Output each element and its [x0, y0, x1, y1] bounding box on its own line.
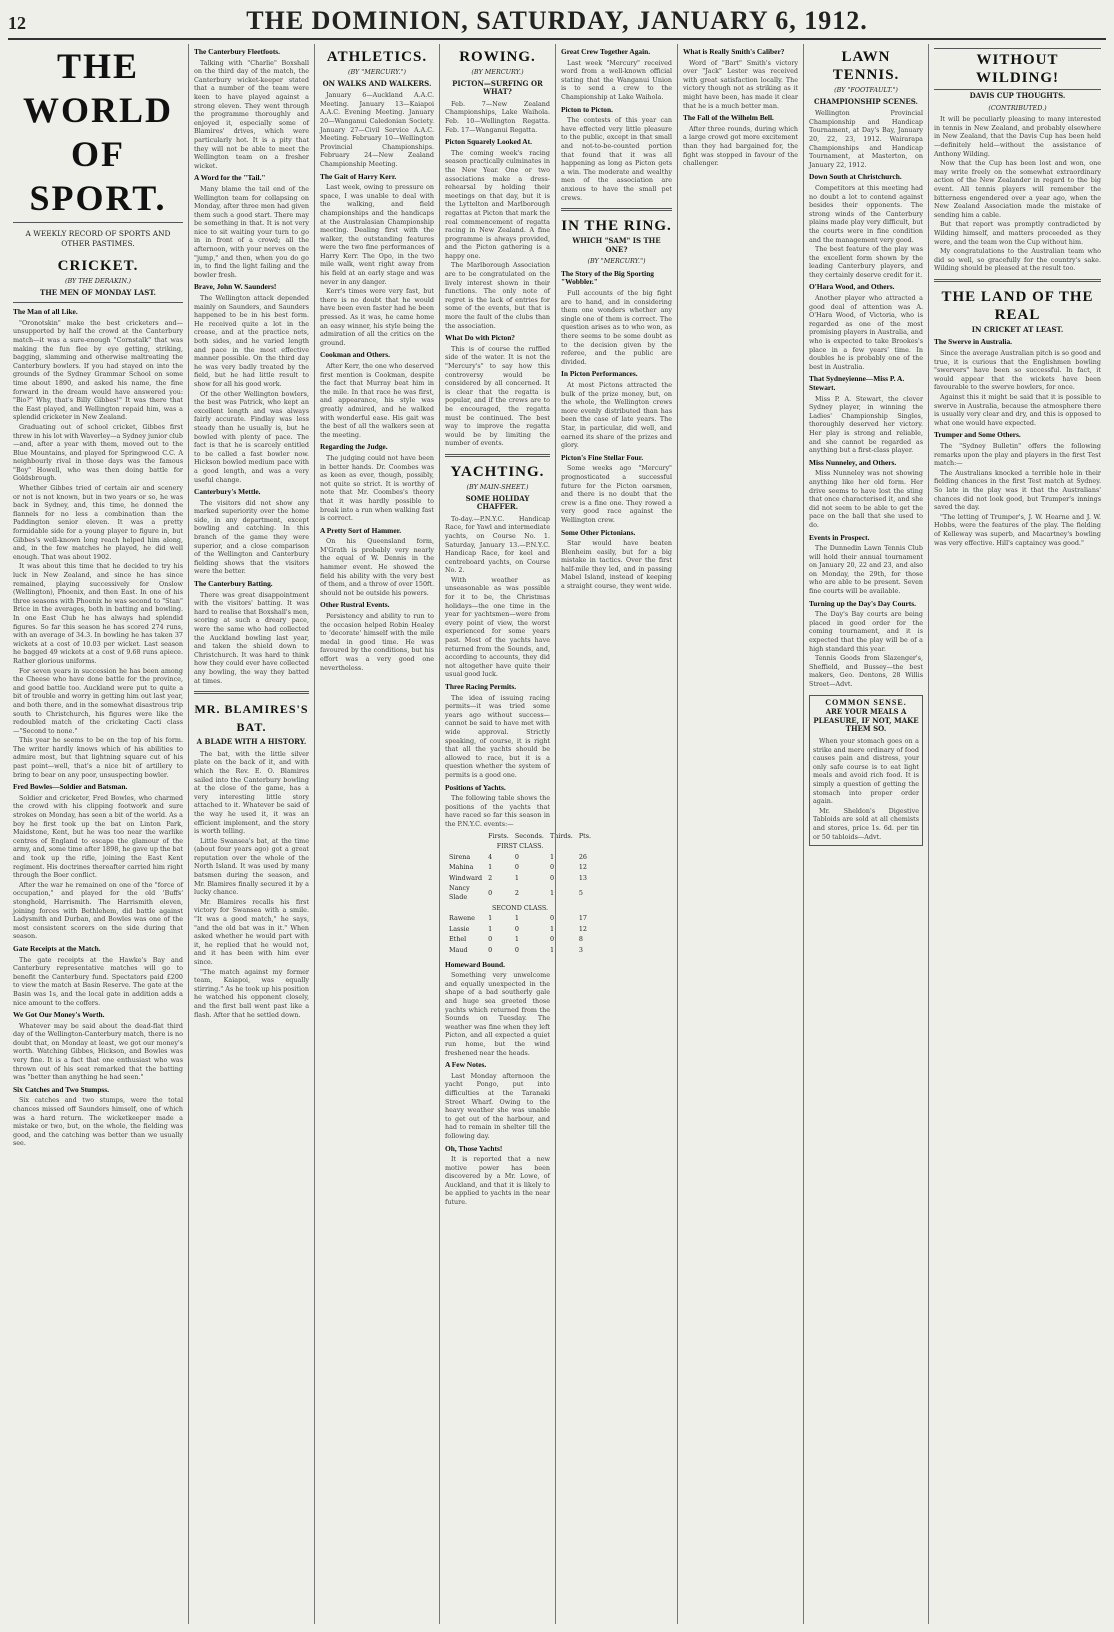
- page-number: 12: [8, 13, 26, 33]
- lawn-tennis-fixtures: Wellington Provincial Championship and Handicap Tournament, at Day's Bay, January 20, 22, 23, 1912. Wairarapa Championships and Handicap Tournament, at Masterton, on January 22, 1912.: [809, 109, 923, 169]
- rowing-subtitle: PICTON—SURFING OR WHAT?: [452, 78, 543, 97]
- ring-paragraph: Some weeks ago "Mercury" prognosticated a successful future for the Picton oarsmen, and there is no doubt that the crew is a fine one. They rowed a very good race against the Wellington crew.: [561, 464, 672, 524]
- table-cell: 1: [488, 924, 493, 933]
- columns: [8, 44, 1106, 1624]
- table-cell: 0: [514, 924, 519, 933]
- rowing-byline: (BY MERCURY.): [471, 68, 524, 76]
- yachting-byline: (BY MAIN-SHEET.): [466, 482, 529, 491]
- table-cell: 1: [549, 946, 555, 955]
- table-header-cell: [447, 832, 484, 841]
- canterbury-heading: Canterbury's Mettle.: [194, 487, 261, 497]
- canterbury-heading: The Canterbury Batting.: [194, 579, 273, 589]
- table-header-cell: Thirds.: [549, 831, 573, 840]
- lawn-tennis-subtitle: CHAMPIONSHIP SCENES.: [814, 96, 918, 106]
- ring-subtitle: WHICH "SAM" IS THE ONE?: [572, 236, 661, 254]
- canterbury-paragraph: There was great disappointment with the visitors' batting. It was hard to realise that Boxshall's men, scoring at such a dreary pace, were the same who had collected the Auckland bowling last year, and taken the shield down to Christchurch. It was hard to think how they could ever have collected any bowling, the way they batted at times.: [194, 590, 309, 685]
- column-2: [188, 44, 314, 1624]
- table-cell: 1: [549, 888, 555, 897]
- canterbury-paragraph: The visitors did not show any marked superiority over the home side, in any department, except bowling and catching. In this branch of the game they were superior, and a close comparison of the Wellington and Canterbury fielding shows that the visitors were the better.: [194, 498, 309, 576]
- ring-title: IN THE RING.: [561, 218, 672, 235]
- ring-byline: (BY "MERCURY."): [587, 257, 646, 266]
- canterbury-heading: A Word for the "Tail.": [194, 173, 266, 183]
- canterbury-paragraph: The Wellington attack depended mainly on Saunders, and Saunders happened to be in his best form. He received quite a lot in the crease, and at the practice nets, both sides, and he varied length and pace in the most effective manner possible. On the third day he was very badly treated by the field, but he had little result to show for all his good work.: [194, 294, 309, 388]
- cricket-paragraph: For seven years in succession he has been among the Cheese who have done battle for the province, and good battle too. Auckland were put to quite a bit of trouble and worry in getting him out last year, and both there, and in the somewhat disastrous trip south to Christchurch, his figures were like the redoubled match of the cricketing Cacti class—"Second to none.": [13, 666, 183, 735]
- ring-heading: What is Really Smith's Caliber?: [683, 47, 785, 56]
- table-cell: Lassie: [449, 924, 470, 933]
- athletics-subtitle: ON WALKS AND WALKERS.: [322, 78, 432, 88]
- cricket-paragraph: Six catches and two stumps, were the total chances missed off Saunders himself, one of which was a hard return. The wicketkeeper made a mistake or two, but, on the whole, the fielding was good, and the catching was better than we usually see.: [13, 1096, 183, 1148]
- cricket-heading: The Man of all Like.: [13, 307, 78, 317]
- table-cell: 2: [488, 873, 493, 882]
- table-cell: 26: [578, 852, 587, 861]
- rowing-heading: What Do with Picton?: [445, 333, 516, 343]
- table-cell: 0: [549, 873, 555, 882]
- tennis-advert: Tennis Goods from Slazenger's, Sheffield, and Bussey—the best makers, Geo. Dentons, 28 Willis Street—Advt.: [809, 654, 923, 688]
- cricket-subtitle: THE MEN OF MONDAY LAST.: [39, 287, 156, 297]
- rowing-paragraph: The Marlborough Association are to be congratulated on the lively interest shown in their functions. The only note of regret is the lack of entries for some of the events, but that is more the fault of the clubs than the association.: [445, 261, 550, 330]
- table-cell: Maud: [449, 946, 468, 955]
- blamires-paragraph: Little Swansea's bat, at the time (about four years ago) got a great reputation over the whole of the North Island. It was used by many batsmen during the season, and Mr. Blamires finally secured it by a lucky chance.: [194, 836, 309, 897]
- cricket-paragraph: Whatever may be said about the dead-flat third day of the Wellington-Canterbury match, there is no doubt that, on Monday at least, we got our money's worth. Watching Gibbes, Hickson, and Bowles was very fine. It is a fact that one enthusiast who was thrown out of his seat remarked that the batting was "better than anything he had seen.": [13, 1021, 183, 1082]
- yachting-paragraph: The following table shows the positions of the yachts that have raced so far this season in the P.N.Y.C. events:—: [445, 794, 550, 828]
- yachting-heading: Positions of Yachts.: [445, 782, 506, 792]
- table-cell: Sirena: [449, 852, 471, 861]
- athletics-heading: Cookman and Others.: [320, 350, 391, 360]
- canterbury-heading: The Canterbury Fleetfoots.: [194, 47, 281, 56]
- cricket-paragraph: Graduating out of school cricket, Gibbes first threw in his lot with Waverley—a Sydney junior club—and, after a year with them, moved out to the Blue Mountains, and played for Springwood C.C. A neighbourly rival in those days was the famous "Boy" Howell, who was then doing battle for Goldsbrough.: [13, 422, 183, 483]
- rowing-paragraph: Last week "Mercury" received word from a well-known official stating that the Wanganui Union is to send a crew to the Championship at Lake Waihola.: [561, 58, 672, 101]
- canterbury-heading: Brave, John W. Saunders!: [194, 282, 277, 292]
- wilding-subtitle: DAVIS CUP THOUGHTS.: [969, 91, 1066, 100]
- table-cell: 17: [578, 914, 587, 923]
- rowing-heading: Great Crew Together Again.: [561, 47, 651, 56]
- table-cell: 1: [488, 914, 493, 923]
- column-3: [314, 44, 439, 1624]
- yachting-fixtures: To-day.—P.N.Y.C. Handicap Race, for Yawl and intermediate yachts, on Course No. 1. Saturday, January 13.—P.N.Y.C. Handicap Race, for keel and centreboard yachts, on Course No. 2.: [445, 514, 550, 575]
- yachting-paragraph: Last Monday afternoon the yacht Pongo, put into difficulties at the Taranaki Street Wharf. Owing to the heavy weather she was unable to get out of the harbour, and had to remain in shelter till the following day.: [445, 1071, 550, 1140]
- athletics-paragraph: After Kerr, the one who deserved first mention is Cookman, despite the fact that Murray beat him in the mile. In that race he was first, and appearance, his style was greatly admired, and he walked with wonderful ease. His gait was the best of all the walkers seen at the meeting.: [320, 362, 434, 439]
- table-cell: 0: [549, 914, 555, 923]
- athletics-heading: A Pretty Sort of Hammer.: [320, 525, 402, 535]
- cricket-paragraph: Whether Gibbes tried of certain air and scenery or not is not known, but in two years or so, he was back in Sydney, and, this time, he donned the flannels for no less a combination than the Paddington senior eleven. It was a pretty formidable side for a young player to figure in, but Gibbes's well-known long reach helped him along, and, in the few matches he played, he did well enough. That was about 1902.: [13, 484, 183, 561]
- lawn-tennis-byline: (BY "FOOTFAULT."): [834, 86, 898, 94]
- table-cell: Nancy Slade: [449, 884, 470, 902]
- table-cell: 4: [488, 852, 493, 861]
- canterbury-paragraph: Talking with "Charlie" Boxshall on the third day of the match, the Canterbury wicket-keeper stated that a number of the team were keen to have played against a strong eleven. They went through the programme thoroughly and enjoyed it, especially some of Blamires' drives, which were particularly hot. It is a pity that they will not be able to meet the Wellington team on a fresher wicket.: [194, 58, 309, 170]
- lawn-tennis-heading: Miss Nunneley, and Others.: [809, 457, 897, 467]
- lawn-tennis-paragraph: Miss Nunneley was not showing anything like her old form. Her drive seems to have lost the sting that once characterised it, and she did not seem to be able to get the pace on the ball that she used to do.: [809, 469, 923, 529]
- ring-paragraph: Word of "Bart" Smith's victory over "Jack" Lester was received with great satisfaction locally. The victory though not as striking as it might have been, has made it clear that he is a much better man.: [683, 58, 798, 110]
- table-cell: 1: [514, 914, 519, 923]
- athletics-paragraph: On his Queensland form, M'Grath is probably very nearly the equal of W. Dennis in the hammer event. He showed the field his ability with the very best of them, and a throw of over 150ft. should not be outside his powers.: [320, 537, 434, 597]
- rowing-paragraph: The contests of this year can have effected very little pleasure to the public, except in that small and not-to-be-counted portion that found that it was all happening as long as Picton gets a win. The moderate and wealthy men of the association are anxious to have the small pet crews.: [561, 116, 672, 202]
- common-sense-subtitle: ARE YOUR MEALS A PLEASURE, IF NOT, MAKE THEM SO.: [813, 707, 919, 734]
- rowing-paragraph: At most Pictons attracted the bulk of the prize money, but, on the whole, the Wellington crews more evenly distributed than has been the case of late years. The Star, in particular, did well, and earned its share of the prizes and glory.: [561, 381, 672, 450]
- wilding-byline: (CONTRIBUTED.): [988, 103, 1047, 112]
- athletics-paragraph: The judging could not have been in better hands. Dr. Coombes was as keen as ever, though, possibly, not quite so strict. It is worthy of note that Mr. Coombes's theory that it was hardly possible to break into a run when walking fast is correct.: [320, 453, 434, 523]
- land-real-paragraph: The "Sydney Bulletin" offers the following remarks upon the play and players in the first Test match:—: [934, 442, 1101, 468]
- athletics-paragraph: Last week, owing to pressure on space, I was unable to deal with the walking, and field championships and the handicaps at the Australasian Championship meeting. Dealing first with the walker, the outstanding features were the two fine performances of Harry Kerr. The Opo, in the two mile walk, went right away from his field at an early stage and was never in any danger.: [320, 183, 434, 286]
- yachting-heading: Homeward Bound.: [445, 959, 505, 969]
- second-class-label: SECOND CLASS.: [491, 903, 549, 912]
- ring-heading: Picton's Fine Stellar Four.: [561, 452, 644, 462]
- blamires-paragraph: The bat, with the little silver plate on the back of it, and with which the Rev. E. O. Blamires sailed into the Canterbury bowling at the close of the game, has a very interesting little story attached to it. Whatever be said of the way he used it, it was an efficient implement, and the story is worth telling.: [194, 749, 309, 836]
- table-cell: Mahina: [449, 863, 474, 872]
- lawn-tennis-heading: Events in Prospect.: [809, 532, 870, 542]
- blamires-paragraph: Mr. Blamires recalls his first victory for Swansea with a smile. "It was a good match," he says, "and the old bat was in it." When asked whether he would part with it, he replied that he would not, and it has been with him ever since.: [194, 897, 309, 966]
- athletics-fixtures: January 6—Auckland A.A.C. Meeting. January 13—Kaiapoi A.A.C. Evening Meeting. January 20—Wanganui Caledonian Society. January 27—Civil Service A.A.C. Meeting. February 10—Wellington Provincial Championships. February 24—New Zealand Championship Meeting.: [320, 91, 434, 168]
- land-real-subtitle: IN CRICKET AT LEAST.: [971, 324, 1064, 334]
- yachting-heading: A Few Notes.: [445, 1060, 487, 1070]
- masthead: [8, 6, 1106, 40]
- table-cell: 2: [514, 888, 519, 897]
- blamires-subtitle: A BLADE WITH A HISTORY.: [196, 737, 307, 747]
- wilding-paragraph: It will be peculiarly pleasing to many interested in tennis in New Zealand, and probably elsewhere in New Zealand, that the Davis Cup has been held—definitely held—without the assistance of Anthony Wilding.: [934, 115, 1101, 158]
- table-header-cell: Seconds.: [514, 831, 544, 840]
- cricket-heading: Gate Receipts at the Match.: [13, 943, 101, 953]
- table-cell: 12: [578, 924, 587, 933]
- wilding-paragraph: But that report was promptly contradicted by Wilding himself, and matters proceeded as they were, and the team won the Cup without him.: [934, 220, 1101, 246]
- ring-paragraph: Full accounts of the big fight are to hand, and in considering them one wonders whether any single one of them is correct. The question arises as to who won, as there seems to be some doubt as to the decision given by the referee, and the public are divided.: [561, 289, 672, 366]
- ring-heading: The Story of the Big Sporting "Wobbler.": [561, 268, 655, 287]
- lawn-tennis-paragraph: The best feature of the play was the excellent form shown by the leading Canterbury players, and they certainly deserve credit for it.: [809, 245, 923, 279]
- column-5: [555, 44, 677, 1624]
- athletics-byline: (BY "MERCURY."): [347, 68, 407, 76]
- cricket-title: CRICKET.: [57, 258, 139, 274]
- yachting-paragraph: It is reported that a new motive power has been discovered by a Mr. Lowe, of Auckland, and that it is likely to be applied to yachts in the near future.: [445, 1155, 550, 1207]
- column-6: [677, 44, 803, 1624]
- cricket-byline: (BY THE DERAKIN.): [64, 277, 132, 285]
- lawn-tennis-heading: Turning up the Day's Day Courts.: [809, 598, 916, 608]
- table-cell: 5: [578, 888, 583, 897]
- yachting-paragraph: With weather as unseasonable as was possible for it to be, the Christmas holidays—the one time in the year for yachtsmen—were from every point of view, the worst experienced for some years past. Most of the yachts have returned from the Sounds, and, according to accounts, they did not altogether have quite their usual good luck.: [445, 575, 550, 679]
- divider: [934, 279, 1101, 282]
- yachting-heading: Three Racing Permits.: [445, 682, 517, 691]
- divider: [445, 454, 550, 457]
- divider: [561, 208, 672, 211]
- rowing-paragraph: The coming week's racing season practically culminates in the New Year. One or two associations make a dress-rehearsal by holding their meetings on that day, but it is the Lyttelton and Marlborough regattas at Picton that mark the real commencement of regatta racing in New Zealand. A fine programme is always provided, and the Picton gathering is a happy one.: [445, 148, 550, 260]
- lawn-tennis-paragraph: The Dunnedin Lawn Tennis Club will hold their annual tournament on January 20, 22 and 23, and also on Monday, the 29th, for those who are able to be present. Seven fine courts will be available.: [809, 544, 923, 596]
- cricket-heading: Fred Bowles—Soldier and Batsman.: [13, 782, 128, 792]
- athletics-heading: Regarding the Judge.: [320, 442, 388, 452]
- lawn-tennis-heading: Down South at Christchurch.: [809, 172, 902, 182]
- table-cell: 0: [549, 935, 555, 944]
- cricket-heading: We Got Our Money's Worth.: [13, 1010, 105, 1020]
- table-cell: 1: [514, 873, 519, 882]
- athletics-paragraph: Persistency and ability to run to the occasion helped Robin Healey to 'decorate' himself with the mile medal in good time. He was favoured by the conditions, but his effort was a very good one nevertheless.: [320, 612, 434, 672]
- rowing-paragraph: This is of course the ruffled side of the water. It is not the "Mercury's" to say how this controversy would be considered by all concerned. It is clear that the regatta is popular, and if the crews are to be encouraged, the regatta must be continued. The best way to improve the regatta would be by limiting the number of events.: [445, 344, 550, 448]
- divider: [194, 691, 309, 694]
- table-cell: 12: [578, 863, 587, 872]
- land-real-paragraph: Against this it might be said that it is possible to swerve in Australia, because the atmosphere there is usually very clear and dry, and this is opposed to what one would have expected.: [934, 393, 1101, 427]
- divider: [13, 302, 183, 303]
- table-cell: Ethel: [449, 935, 467, 944]
- column-8: [928, 44, 1106, 1624]
- ring-heading: Some Other Pictonians.: [561, 527, 636, 537]
- world-of-sport-subtitle: A WEEKLY RECORD OF SPORTS AND OTHER PASTIMES.: [25, 229, 171, 248]
- ring-heading: The Fall of the Wilhelm Bell.: [683, 113, 774, 123]
- lawn-tennis-heading: That Sydneyienne—Miss P. A. Stewart.: [809, 374, 905, 392]
- land-real-paragraph: The Australians knocked a terrible hole in their fielding chances in the first Test match at Sydney. So late in the play was it that the Australians' chances did not look good, but Trumper's innings saved the day.: [934, 468, 1101, 512]
- ring-paragraph: After three rounds, during which a large crowd got more excitement than they had bargained for, the fight was stopped in favour of the challenger.: [683, 124, 798, 168]
- table-cell: 0: [514, 946, 519, 955]
- table-cell: 1: [549, 924, 555, 933]
- rowing-title: ROWING.: [459, 49, 536, 65]
- table-cell: 1: [514, 935, 519, 944]
- common-sense-advert: [809, 695, 923, 847]
- lawn-tennis-title: LAWN TENNIS.: [832, 49, 900, 83]
- table-cell: 0: [514, 863, 519, 872]
- ring-paragraph: Star would have beaten Blenheim easily, but for a big mistake in tactics. Over the first half-mile they led, and in passing Mabel Island, instead of keeping a straight course, they went wide.: [561, 539, 672, 591]
- cricket-heading: Six Catches and Two Stumpss.: [13, 1084, 110, 1094]
- land-real-heading: The Swerve in Australia.: [934, 337, 1013, 347]
- newspaper-title: THE DOMINION, SATURDAY, JANUARY 6, 1912.: [246, 6, 868, 35]
- cricket-paragraph: This year he seems to be on the top of his form. The writer hardly knows which of his abilities to admire most, but that lightning square cut of his past point—well, that's a nice bit of artillery to bring to bear on any poor, unsuspecting bowler.: [13, 736, 183, 779]
- world-of-sport-title: THE WORLD OF SPORT.: [13, 44, 183, 223]
- rowing-heading: In Picton Performances.: [561, 369, 638, 379]
- yachting-paragraph: Something very unwelcome and equally unexpected in the shape of a bad southerly gale and huge sea greeted those yachts which returned from the Sounds on Tuesday. The weather was fine when they left Picton, and all expected a quiet run home, but the wind freshened near the heads.: [445, 971, 550, 1057]
- cricket-paragraph: It was about this time that he decided to try his luck in New Zealand, and since he has since remained, playing successively for Onslow (Wellington), Phoenix, and then East. In one of his three seasons with Phoenix he was second to "Stan" Brice in the averages, both in batting and bowling. In one East Club he has always had splendid figures. So far this season he has scored 274 runs, with an average of 34.3. In bowling he has taken 37 wickets at a cost of 10.03 per wicket. Last season he bagged 49 wickets at a cost of 9.68 runs apiece. Rather glorious uniforms.: [13, 562, 183, 665]
- common-sense-paragraph: When your stomach goes on a strike and mere ordinary of food causes pain and distress, your only safe course is to eat light meals and avoid rich food. It is simply a question of getting the stomach into proper order again.: [813, 736, 919, 806]
- wilding-paragraph: Now that the Cup has been lost and won, one may write freely on the somewhat extraordinary action of the New Zealander in regard to the big event. All tennis players will remember the bitterness engendered over a year ago, when the New Zealand Association made the mistake of sending him a cable.: [934, 159, 1101, 219]
- cricket-paragraph: The gate receipts at the Hawke's Bay and Canterbury representative matches will go to benefit the Canterbury fund. Spectators paid £200 to view the match at Basin Reserve. The gate at the Basin was 1s, and the local gate in addition adds a nice amount to the coffers.: [13, 955, 183, 1007]
- rowing-fixtures: Feb. 7—New Zealand Championships, Lake Waihola. Feb. 10—Wellington Regatta. Feb. 17—Wanganui Regatta.: [445, 99, 550, 134]
- table-cell: 0: [488, 946, 493, 955]
- blamires-title: MR. BLAMIRES'S BAT.: [194, 702, 309, 735]
- table-cell: 1: [549, 852, 555, 861]
- lawn-tennis-paragraph: The Day's Bay courts are being placed in good order for the coming tournament, and it is expected that the play will be of a high standard this year.: [809, 610, 923, 653]
- yachting-subtitle: SOME HOLIDAY CHAFFER.: [465, 493, 530, 512]
- land-real-paragraph: Since the average Australian pitch is so good and true, it is curious that the Englishmen bowling "swervers" have been so successful. In fact, it would appear that the wickets have been favourable to the swerve bowlers, for once.: [934, 349, 1101, 392]
- table-cell: 1: [488, 863, 493, 872]
- rowing-heading: Picton to Picton.: [561, 104, 613, 114]
- cricket-paragraph: Soldier and cricketer, Fred Bowles, who charmed the crowd with his clipping footwork and sure strokes on Monday, has seen a bit of the world. As a boy he first took up the bat on Linton Park, Maidstone, Kent, but he was too near the warlike centres of England to escape the glamour of the army, and, some time after 1898, he gave up the bat and took up the rifle, joining the East Kent regiment. His doctrines thereafter carried him right through the Boer conflict.: [13, 793, 183, 880]
- cricket-paragraph: "Oronotskin" make the best cricketers and—unsupported by half the crowd at the Canterbury match—it was a sure-enough "Cornstalk" that was making the fun flee by eye getting, striking, bagging, slamming and otherwise maltreating the Canterbury bowlers. If you had stayed on into the grounds of the Sydney Grammar School on some time about 1890, and asked his name, the fine forward in the dream would have answered you: "Bio?" Why, that's Billy Gibbes!" It was there that the East played, and Wellington repaid him, was a splendid cricketer in New Zealand.: [13, 318, 183, 422]
- column-1: [8, 44, 188, 1624]
- athletics-title: ATHLETICS.: [326, 49, 428, 65]
- table-cell: Rawene: [449, 914, 475, 923]
- common-sense-title: COMMON SENSE.: [825, 697, 907, 707]
- canterbury-paragraph: Of the other Wellington bowlers, the best was Patrick, who kept an excellent length and was always fairly accurate. Findlay was less steady than he usually is, but he bowled with plenty of pace. The fact is that he is scarcely entitled to be called a fast bowler now. Hickson bowled medium pace with a good length, and was a very useful change.: [194, 389, 309, 484]
- yachting-paragraph: The idea of issuing racing permits—it was tried some years ago without success—cannot be said to have met with wide approval. Strictly speaking, of course, it is right that all the yachts should be allowed to race, but it is a question whether the system of permits is a good one.: [445, 693, 550, 779]
- table-cell: 0: [514, 852, 519, 861]
- common-sense-paragraph: Mr. Sheldon's Digestive Tabloids are sold at all chemists and stores, price 1s. 6d. per tin or 50 tabloids—Advt.: [813, 806, 919, 841]
- athletics-paragraph: Kerr's times were very fast, but there is no doubt that he would have been even faster had he been pressed. As it was, he came home an easy winner, his style being the admiration of all the critics on the ground.: [320, 287, 434, 347]
- cricket-paragraph: After the war he remained on one of the "force of occupation," and played for the old 'Buffs' stonghold, Harrismith. The Harrismith eleven, joining forces with Bethlehem, did battle against Ladysmith and Durban, and Bowles was one of the most consistent scorers on the side during that season.: [13, 880, 183, 941]
- table-cell: 0: [488, 888, 493, 897]
- land-real-paragraph: "The letting of Trumper's, J. W. Hearne and J. W. Hobbs, were the features of the play. The fielding of Kelleway was superb, and Macartney's bowling was very effective. Hill's captaincy was good.": [934, 512, 1101, 547]
- lawn-tennis-paragraph: Miss P. A. Stewart, the clever Sydney player, in winning the Ladies' Championship Singles, thoroughly deserved her victory. Her play is strong and reliable, and she cannot be regarded as anything but a first-class player.: [809, 394, 923, 455]
- table-cell: Windward: [449, 873, 483, 882]
- table-cell: 0: [488, 935, 493, 944]
- first-class-label: FIRST CLASS.: [496, 842, 544, 851]
- table-header-cell: Pts.: [578, 831, 592, 840]
- lawn-tennis-paragraph: Competitors at this meeting had no doubt a lot to contend against besides their opponents. The strong winds of the Canterbury plains made play very difficult, but the courts were in fine condition and the management very good.: [809, 183, 923, 244]
- table-cell: 13: [578, 873, 587, 882]
- column-7: [803, 44, 928, 1624]
- table-cell: 8: [578, 935, 583, 944]
- table-header-cell: Firsts.: [488, 831, 509, 840]
- yachting-heading: Oh, Those Yachts!: [445, 1143, 503, 1153]
- land-real-heading: Trumper and Some Others.: [934, 430, 1021, 440]
- lawn-tennis-paragraph: Another player who attracted a good deal of attention was A. O'Hara Wood, of Victoria, who is regarded as one of the most promising players in Australia, and who is expected to take Brookes's place in a few years' time. In doubles he is probably one of the best in Australia.: [809, 294, 923, 371]
- wilding-paragraph: My congratulations to the Australian team who did so well, so gracefully for the country's sake. Wilding should be pleased at the result too.: [934, 247, 1101, 273]
- blamires-paragraph: "The match against my former team, Kaiapoi, was equally stirring." As he took up his position he watched his opponent closely, and the first ball went past like a flash. After that he settled down.: [194, 967, 309, 1019]
- lawn-tennis-heading: O'Hara Wood, and Others.: [809, 282, 895, 292]
- canterbury-paragraph: Many blame the tail end of the Wellington team for collapsing on Monday, after three men had given them such a good start. There may be something in that. It is not very nice to sit waiting your turn to go in in front of a crowd; all the afternoon, with your nerves on the "jump," and then, when you do go in, to find the light failing and the bowler fresh.: [194, 184, 309, 279]
- land-real-title: THE LAND OF THE REAL: [941, 288, 1094, 323]
- table-cell: 3: [578, 946, 583, 955]
- table-cell: 0: [549, 863, 555, 872]
- wilding-title: WITHOUT WILDING!: [934, 48, 1101, 90]
- athletics-heading: The Gait of Harry Kerr.: [320, 171, 397, 181]
- athletics-heading: Other Rustral Events.: [320, 600, 390, 610]
- yachting-title: YACHTING.: [450, 463, 545, 480]
- rowing-heading: Picton Squarely Looked At.: [445, 137, 532, 147]
